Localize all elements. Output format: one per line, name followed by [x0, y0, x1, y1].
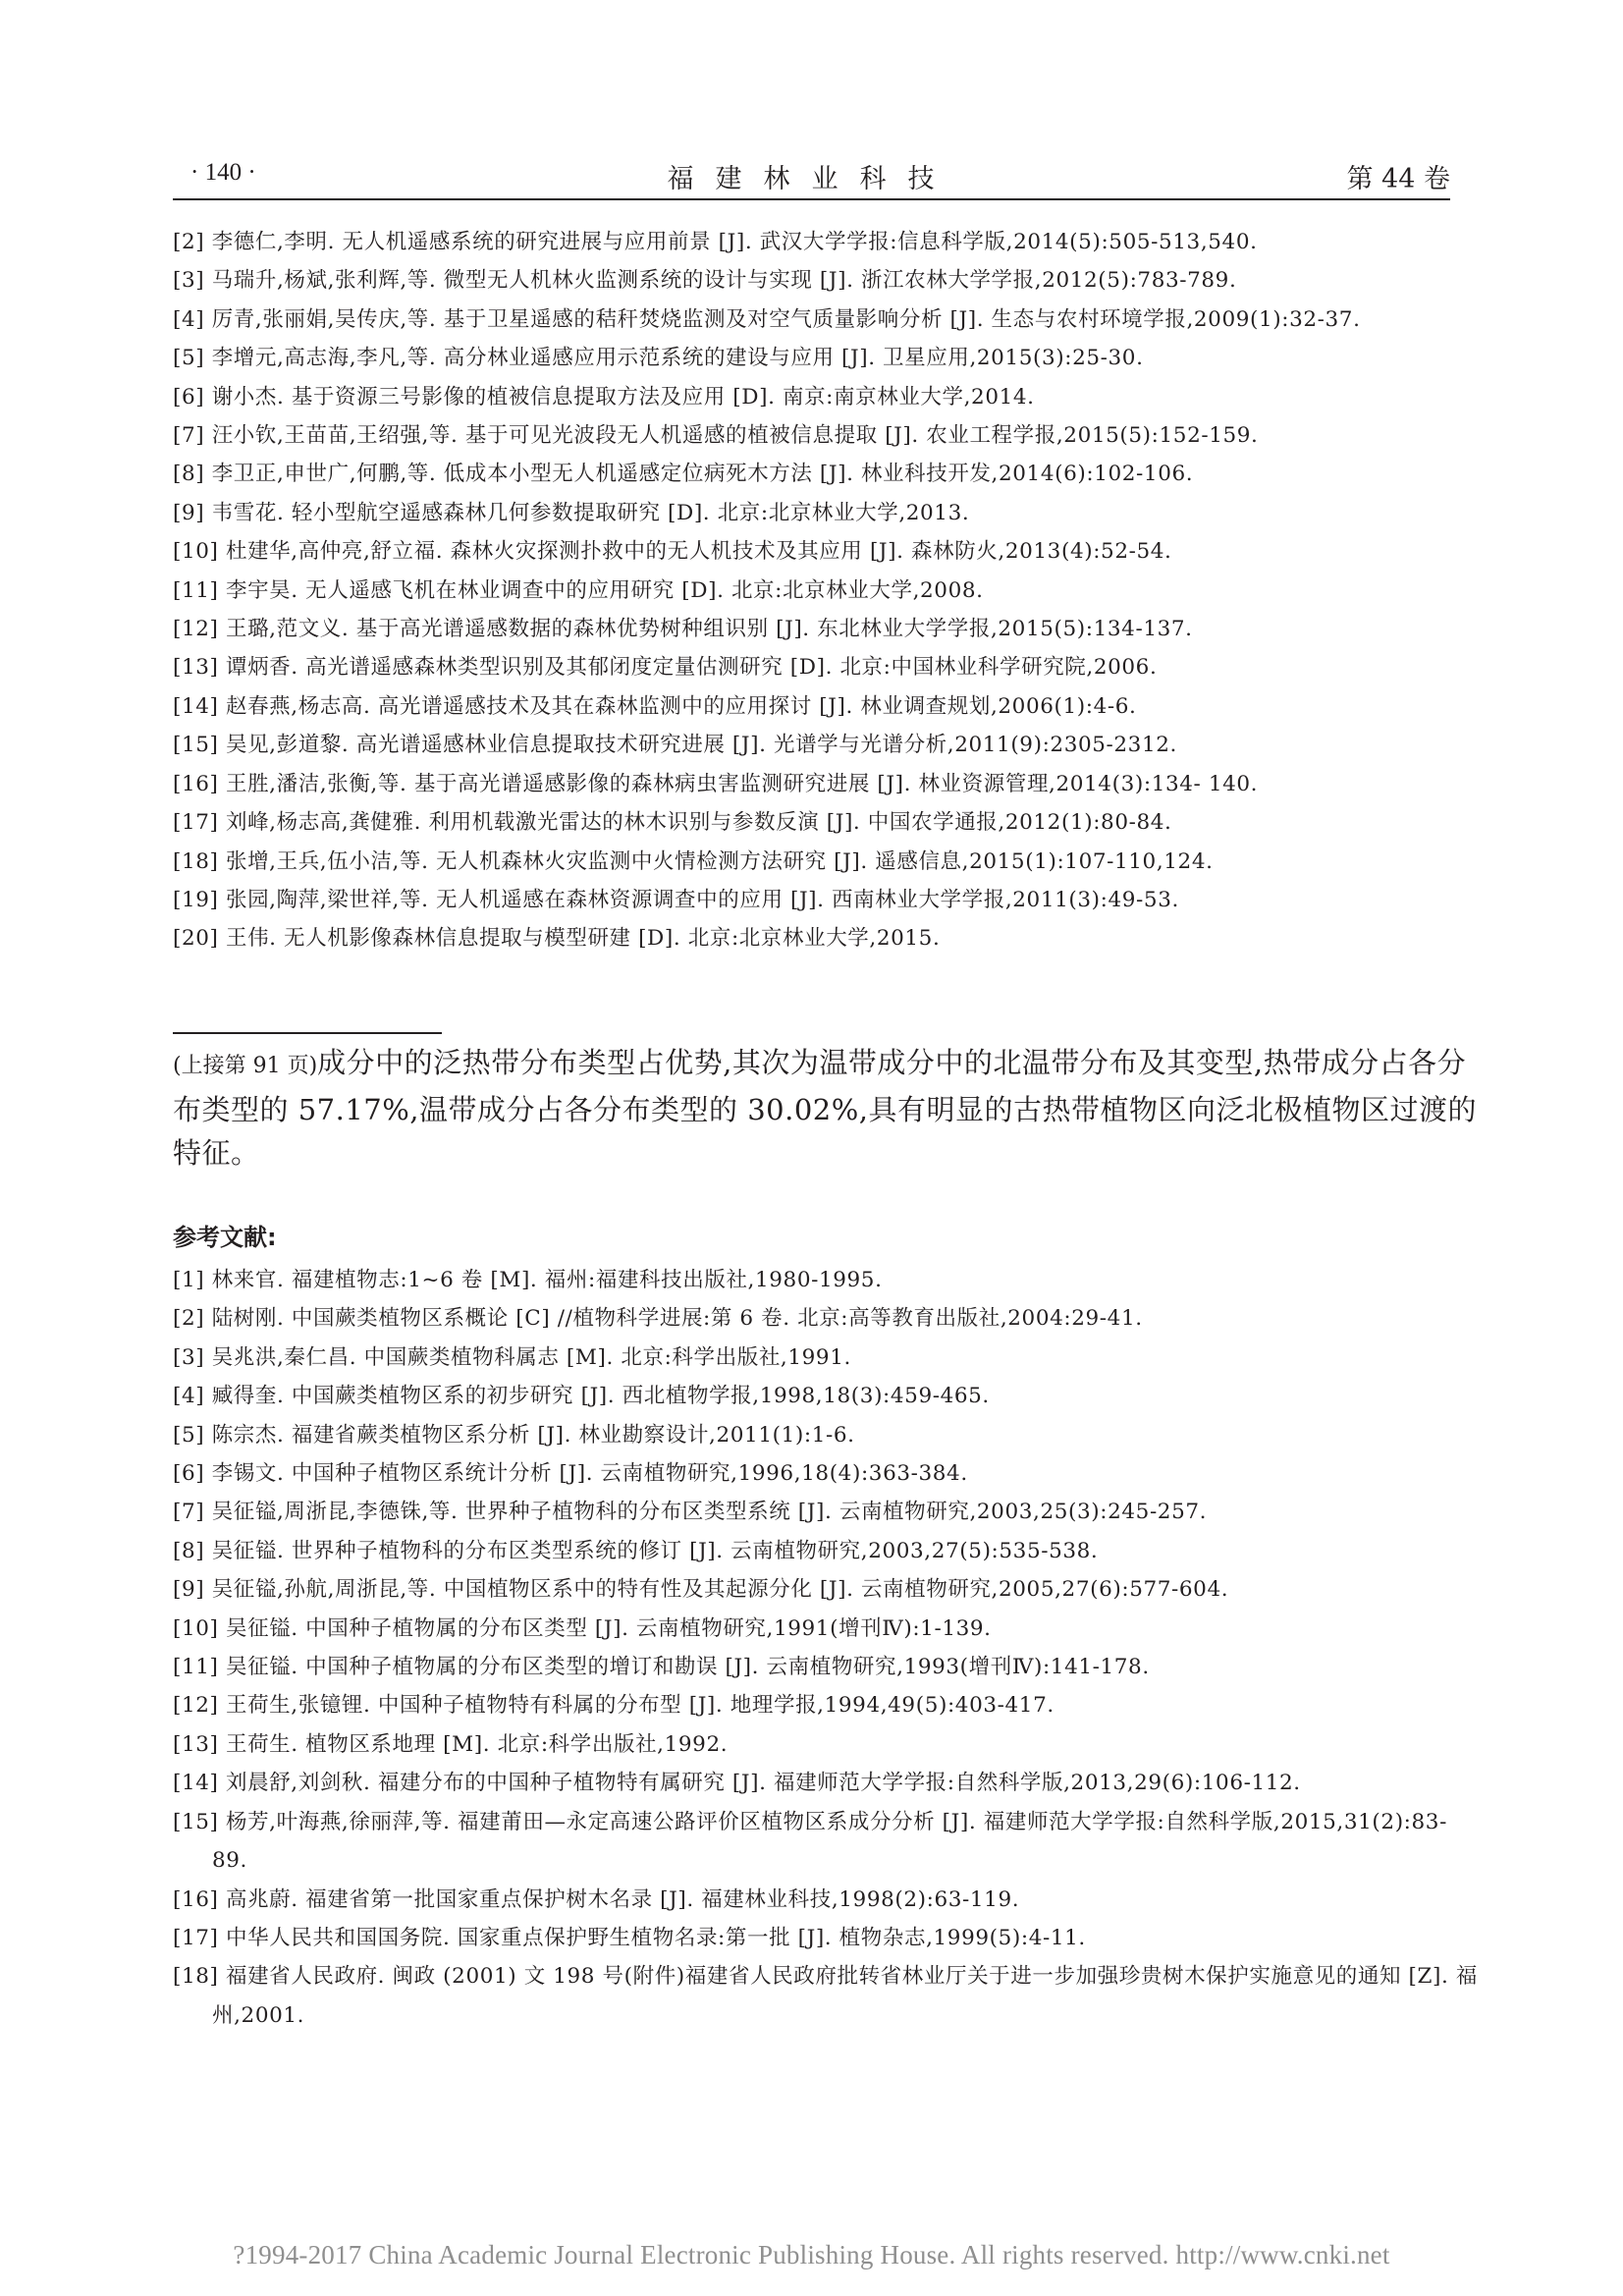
- journal-title: 福建林业科技: [667, 164, 956, 194]
- reference-entry: [5] 陈宗杰. 福建省蕨类植物区系分析 [J]. 林业勘察设计,2011(1):1-6.: [173, 1422, 855, 1448]
- reference-entry: [9] 韦雪花. 轻小型航空遥感森林几何参数提取研究 [D]. 北京:北京林业大学,2013.: [173, 500, 970, 525]
- continued-text: 成分中的泛热带分布类型占优势,其次为温带成分中的北温带分布及其变型,热带成分占各分布类型的 57.17%,温带成分占各分布类型的 30.02%,具有明显的古热带植物区向泛北极植物区过渡的特征。: [173, 1046, 1478, 1170]
- reference-list-top: [173, 223, 1479, 958]
- volume-label: 第 44 卷: [1346, 164, 1450, 194]
- reference-entry: [6] 李锡文. 中国种子植物区系统计分析 [J]. 云南植物研究,1996,18(4):363-384.: [173, 1461, 968, 1487]
- continued-paragraph: [173, 1041, 1479, 1175]
- reference-entry: [12] 王荷生,张镱锂. 中国种子植物特有科属的分布型 [J]. 地理学报,1994,49(5):403-417.: [173, 1693, 1055, 1719]
- reference-entry: [13] 谭炳香. 高光谱遥感森林类型识别及其郁闭度定量估测研究 [D]. 北京:中国林业科学研究院,2006.: [173, 655, 1158, 681]
- reference-entry: [7] 吴征镒,周浙昆,李德铢,等. 世界种子植物科的分布区类型系统 [J]. 云南植物研究,2003,25(3):245-257.: [173, 1500, 1208, 1525]
- reference-entry: [11] 李宇昊. 无人遥感飞机在林业调查中的应用研究 [D]. 北京:北京林业大学,2008.: [173, 577, 984, 603]
- reference-entry: [17] 中华人民共和国国务院. 国家重点保护野生植物名录:第一批 [J]. 植物杂志,1999(5):4-11.: [173, 1925, 1086, 1950]
- reference-entry: [3] 马瑞升,杨斌,张利辉,等. 微型无人机林火监测系统的设计与实现 [J]. 浙江农林大学学报,2012(5):783-789.: [173, 268, 1237, 294]
- reference-entry: [1] 林来官. 福建植物志:1~6 卷 [M]. 福州:福建科技出版社,1980-1995.: [173, 1268, 883, 1292]
- reference-entry: [18] 张增,王兵,伍小洁,等. 无人机森林火灾监测中火情检测方法研究 [J]. 遥感信息,2015(1):107-110,124.: [173, 848, 1214, 874]
- reference-entry: [8] 吴征镒. 世界种子植物科的分布区类型系统的修订 [J]. 云南植物研究,2003,27(5):535-538.: [173, 1538, 1099, 1563]
- reference-entry: [8] 李卫正,申世广,何鹏,等. 低成本小型无人机遥感定位病死木方法 [J]. 林业科技开发,2014(6):102-106.: [173, 462, 1194, 487]
- header-divider: [173, 198, 1450, 200]
- reference-entry: [15] 吴见,彭道黎. 高光谱遥感林业信息提取技术研究进展 [J]. 光谱学与光谱分析,2011(9):2305-2312.: [173, 733, 1177, 758]
- reference-entry: [2] 李德仁,李明. 无人机遥感系统的研究进展与应用前景 [J]. 武汉大学学报:信息科学版,2014(5):505-513,540.: [173, 230, 1258, 254]
- reference-entry: [15] 杨芳,叶海燕,徐丽萍,等. 福建莆田—永定高速公路评价区植物区系成分分析 [J]. 福建师范大学学报:自然科学版,2015,31(2):83-89.: [173, 1809, 1447, 1874]
- reference-entry: [16] 高兆蔚. 福建省第一批国家重点保护树木名录 [J]. 福建林业科技,1998(2):63-119.: [173, 1886, 1020, 1912]
- reference-entry: [12] 王璐,范文义. 基于高光谱遥感数据的森林优势树种组识别 [J]. 东北林业大学学报,2015(5):134-137.: [173, 617, 1193, 642]
- reference-entry: [4] 臧得奎. 中国蕨类植物区系的初步研究 [J]. 西北植物学报,1998,18(3):459-465.: [173, 1384, 990, 1409]
- reference-entry: [10] 吴征镒. 中国种子植物属的分布区类型 [J]. 云南植物研究,1991(增刊Ⅳ):1-139.: [173, 1615, 992, 1641]
- reference-entry: [9] 吴征镒,孙航,周浙昆,等. 中国植物区系中的特有性及其起源分化 [J]. 云南植物研究,2005,27(6):577-604.: [173, 1577, 1229, 1603]
- reference-entry: [2] 陆树刚. 中国蕨类植物区系概论 [C] //植物科学进展:第 6 卷. 北京:高等教育出版社,2004:29-41.: [173, 1306, 1143, 1332]
- reference-entry: [16] 王胜,潘洁,张衡,等. 基于高光谱遥感影像的森林病虫害监测研究进展 [J]. 林业资源管理,2014(3):134- 140.: [173, 771, 1259, 796]
- reference-entry: [6] 谢小杰. 基于资源三号影像的植被信息提取方法及应用 [D]. 南京:南京林业大学,2014.: [173, 384, 1035, 410]
- reference-entry: [4] 厉青,张丽娟,吴传庆,等. 基于卫星遥感的秸秆焚烧监测及对空气质量影响分析 [J]. 生态与农村环境学报,2009(1):32-37.: [173, 306, 1361, 332]
- reference-entry: [10] 杜建华,高仲亮,舒立福. 森林火灾探测扑救中的无人机技术及其应用 [J]. 森林防火,2013(4):52-54.: [173, 539, 1172, 565]
- reference-entry: [11] 吴征镒. 中国种子植物属的分布区类型的增订和勘误 [J]. 云南植物研究,1993(增刊Ⅳ):141-178.: [173, 1655, 1150, 1680]
- reference-entry: [5] 李增元,高志海,李凡,等. 高分林业遥感应用示范系统的建设与应用 [J]. 卫星应用,2015(3):25-30.: [173, 346, 1144, 371]
- references-heading: 参考文献:: [173, 1224, 277, 1251]
- reference-entry: [18] 福建省人民政府. 闽政 (2001) 文 198 号(附件)福建省人民政府批转省林业厅关于进一步加强珍贵树木保护实施意见的通知 [Z]. 福州,2001.: [173, 1964, 1478, 2028]
- reference-entry: [20] 王伟. 无人机影像森林信息提取与模型研建 [D]. 北京:北京林业大学,2015.: [173, 926, 941, 952]
- reference-list-bottom: [173, 1261, 1479, 2035]
- reference-entry: [17] 刘峰,杨志高,龚健雅. 利用机载激光雷达的林木识别与参数反演 [J]. 中国农学通报,2012(1):80-84.: [173, 810, 1172, 836]
- reference-entry: [19] 张园,陶萍,梁世祥,等. 无人机遥感在森林资源调查中的应用 [J]. 西南林业大学学报,2011(3):49-53.: [173, 887, 1179, 912]
- continued-from-label: (上接第 91 页): [173, 1054, 318, 1078]
- copyright-footer: ?1994-2017 China Academic Journal Electronic Publishing House. All rights reserved. http://www.cnki.net: [233, 2240, 1390, 2269]
- reference-entry: [3] 吴兆洪,秦仁昌. 中国蕨类植物科属志 [M]. 北京:科学出版社,1991.: [173, 1344, 851, 1370]
- reference-entry: [7] 汪小钦,王苗苗,王绍强,等. 基于可见光波段无人机遥感的植被信息提取 [J]. 农业工程学报,2015(5):152-159.: [173, 423, 1259, 449]
- page-number: · 140 ·: [190, 159, 256, 186]
- reference-entry: [14] 刘晨舒,刘剑秋. 福建分布的中国种子植物特有属研究 [J]. 福建师范大学学报:自然科学版,2013,29(6):106-112.: [173, 1771, 1301, 1796]
- reference-entry: [13] 王荷生. 植物区系地理 [M]. 北京:科学出版社,1992.: [173, 1731, 729, 1757]
- page-header: [173, 155, 1450, 194]
- section-divider: [173, 1032, 442, 1034]
- reference-entry: [14] 赵春燕,杨志高. 高光谱遥感技术及其在森林监测中的应用探讨 [J]. 林业调查规划,2006(1):4-6.: [173, 693, 1137, 719]
